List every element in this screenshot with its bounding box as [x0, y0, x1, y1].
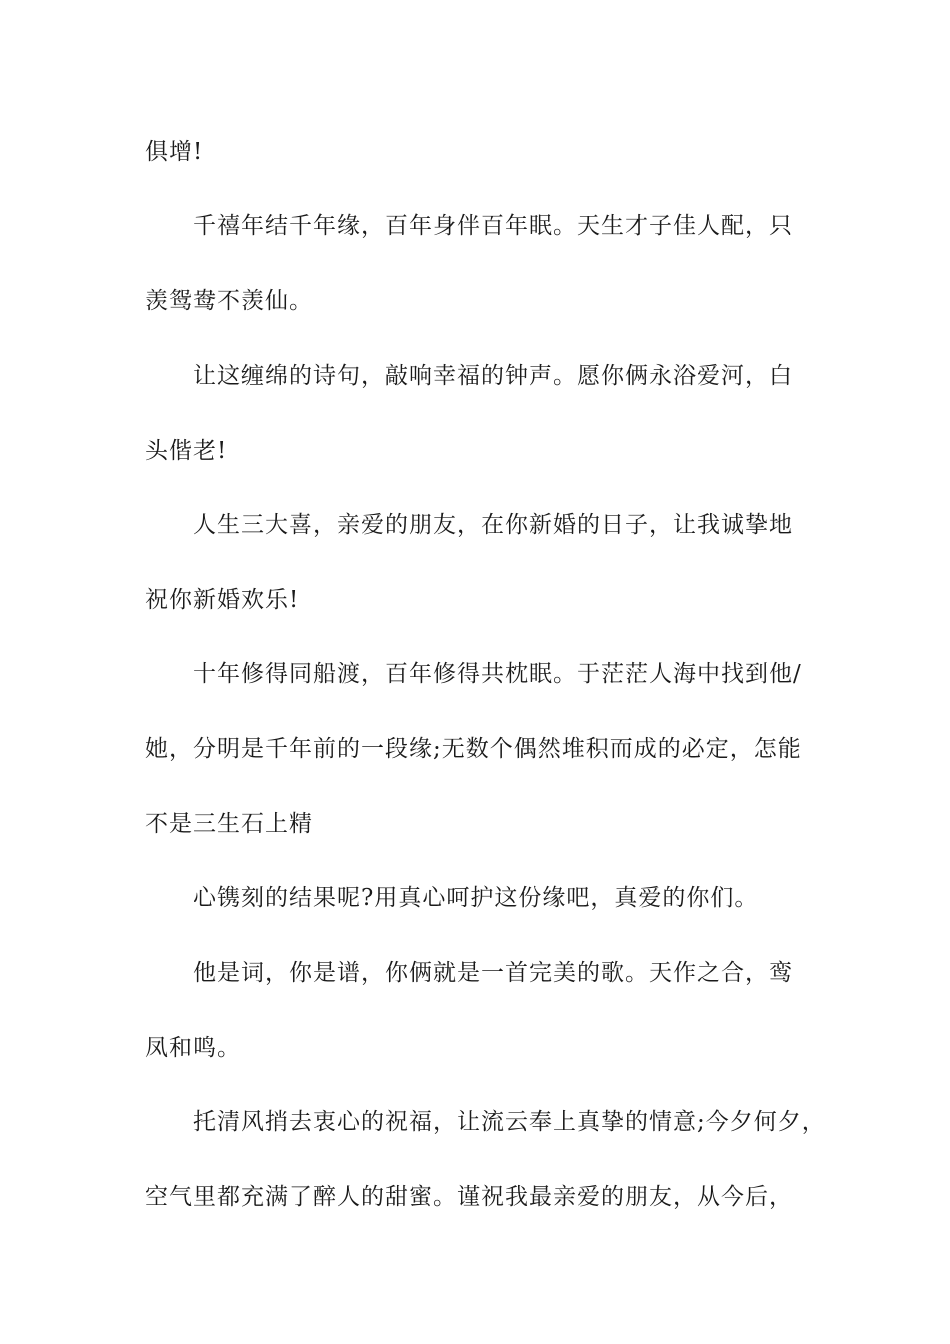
- text-line: 她，分明是千年前的一段缘;无数个偶然堆积而成的必定，怎能: [145, 736, 802, 762]
- text-line: 羡鸳鸯不羡仙。: [145, 288, 313, 314]
- paragraph-first-line: 让这缠绵的诗句，敲响幸福的钟声。愿你俩永浴爱河，白: [193, 363, 793, 389]
- text-line: 空气里都充满了醉人的甜蜜。谨祝我最亲爱的朋友，从今后，: [145, 1184, 793, 1210]
- paragraph-first-line: 十年修得同船渡，百年修得共枕眠。于茫茫人海中找到他/: [193, 661, 802, 687]
- text-line: 俱增!: [145, 139, 204, 165]
- paragraph-first-line: 他是词，你是谱，你俩就是一首完美的歌。天作之合，鸾: [193, 960, 793, 986]
- paragraph-first-line: 千禧年结千年缘，百年身伴百年眠。天生才子佳人配，只: [193, 213, 793, 239]
- text-line: 不是三生石上精: [145, 811, 313, 837]
- paragraph-first-line: 心镌刻的结果呢?用真心呵护这份缘吧，真爱的你们。: [193, 885, 759, 911]
- text-line: 头偕老!: [145, 438, 228, 464]
- text-line: 凤和鸣。: [145, 1035, 241, 1061]
- paragraph-first-line: 托清风捎去衷心的祝福，让流云奉上真挚的情意;今夕何夕，: [193, 1109, 826, 1135]
- text-line: 祝你新婚欢乐!: [145, 587, 300, 613]
- paragraph-first-line: 人生三大喜，亲爱的朋友，在你新婚的日子，让我诚挚地: [193, 512, 793, 538]
